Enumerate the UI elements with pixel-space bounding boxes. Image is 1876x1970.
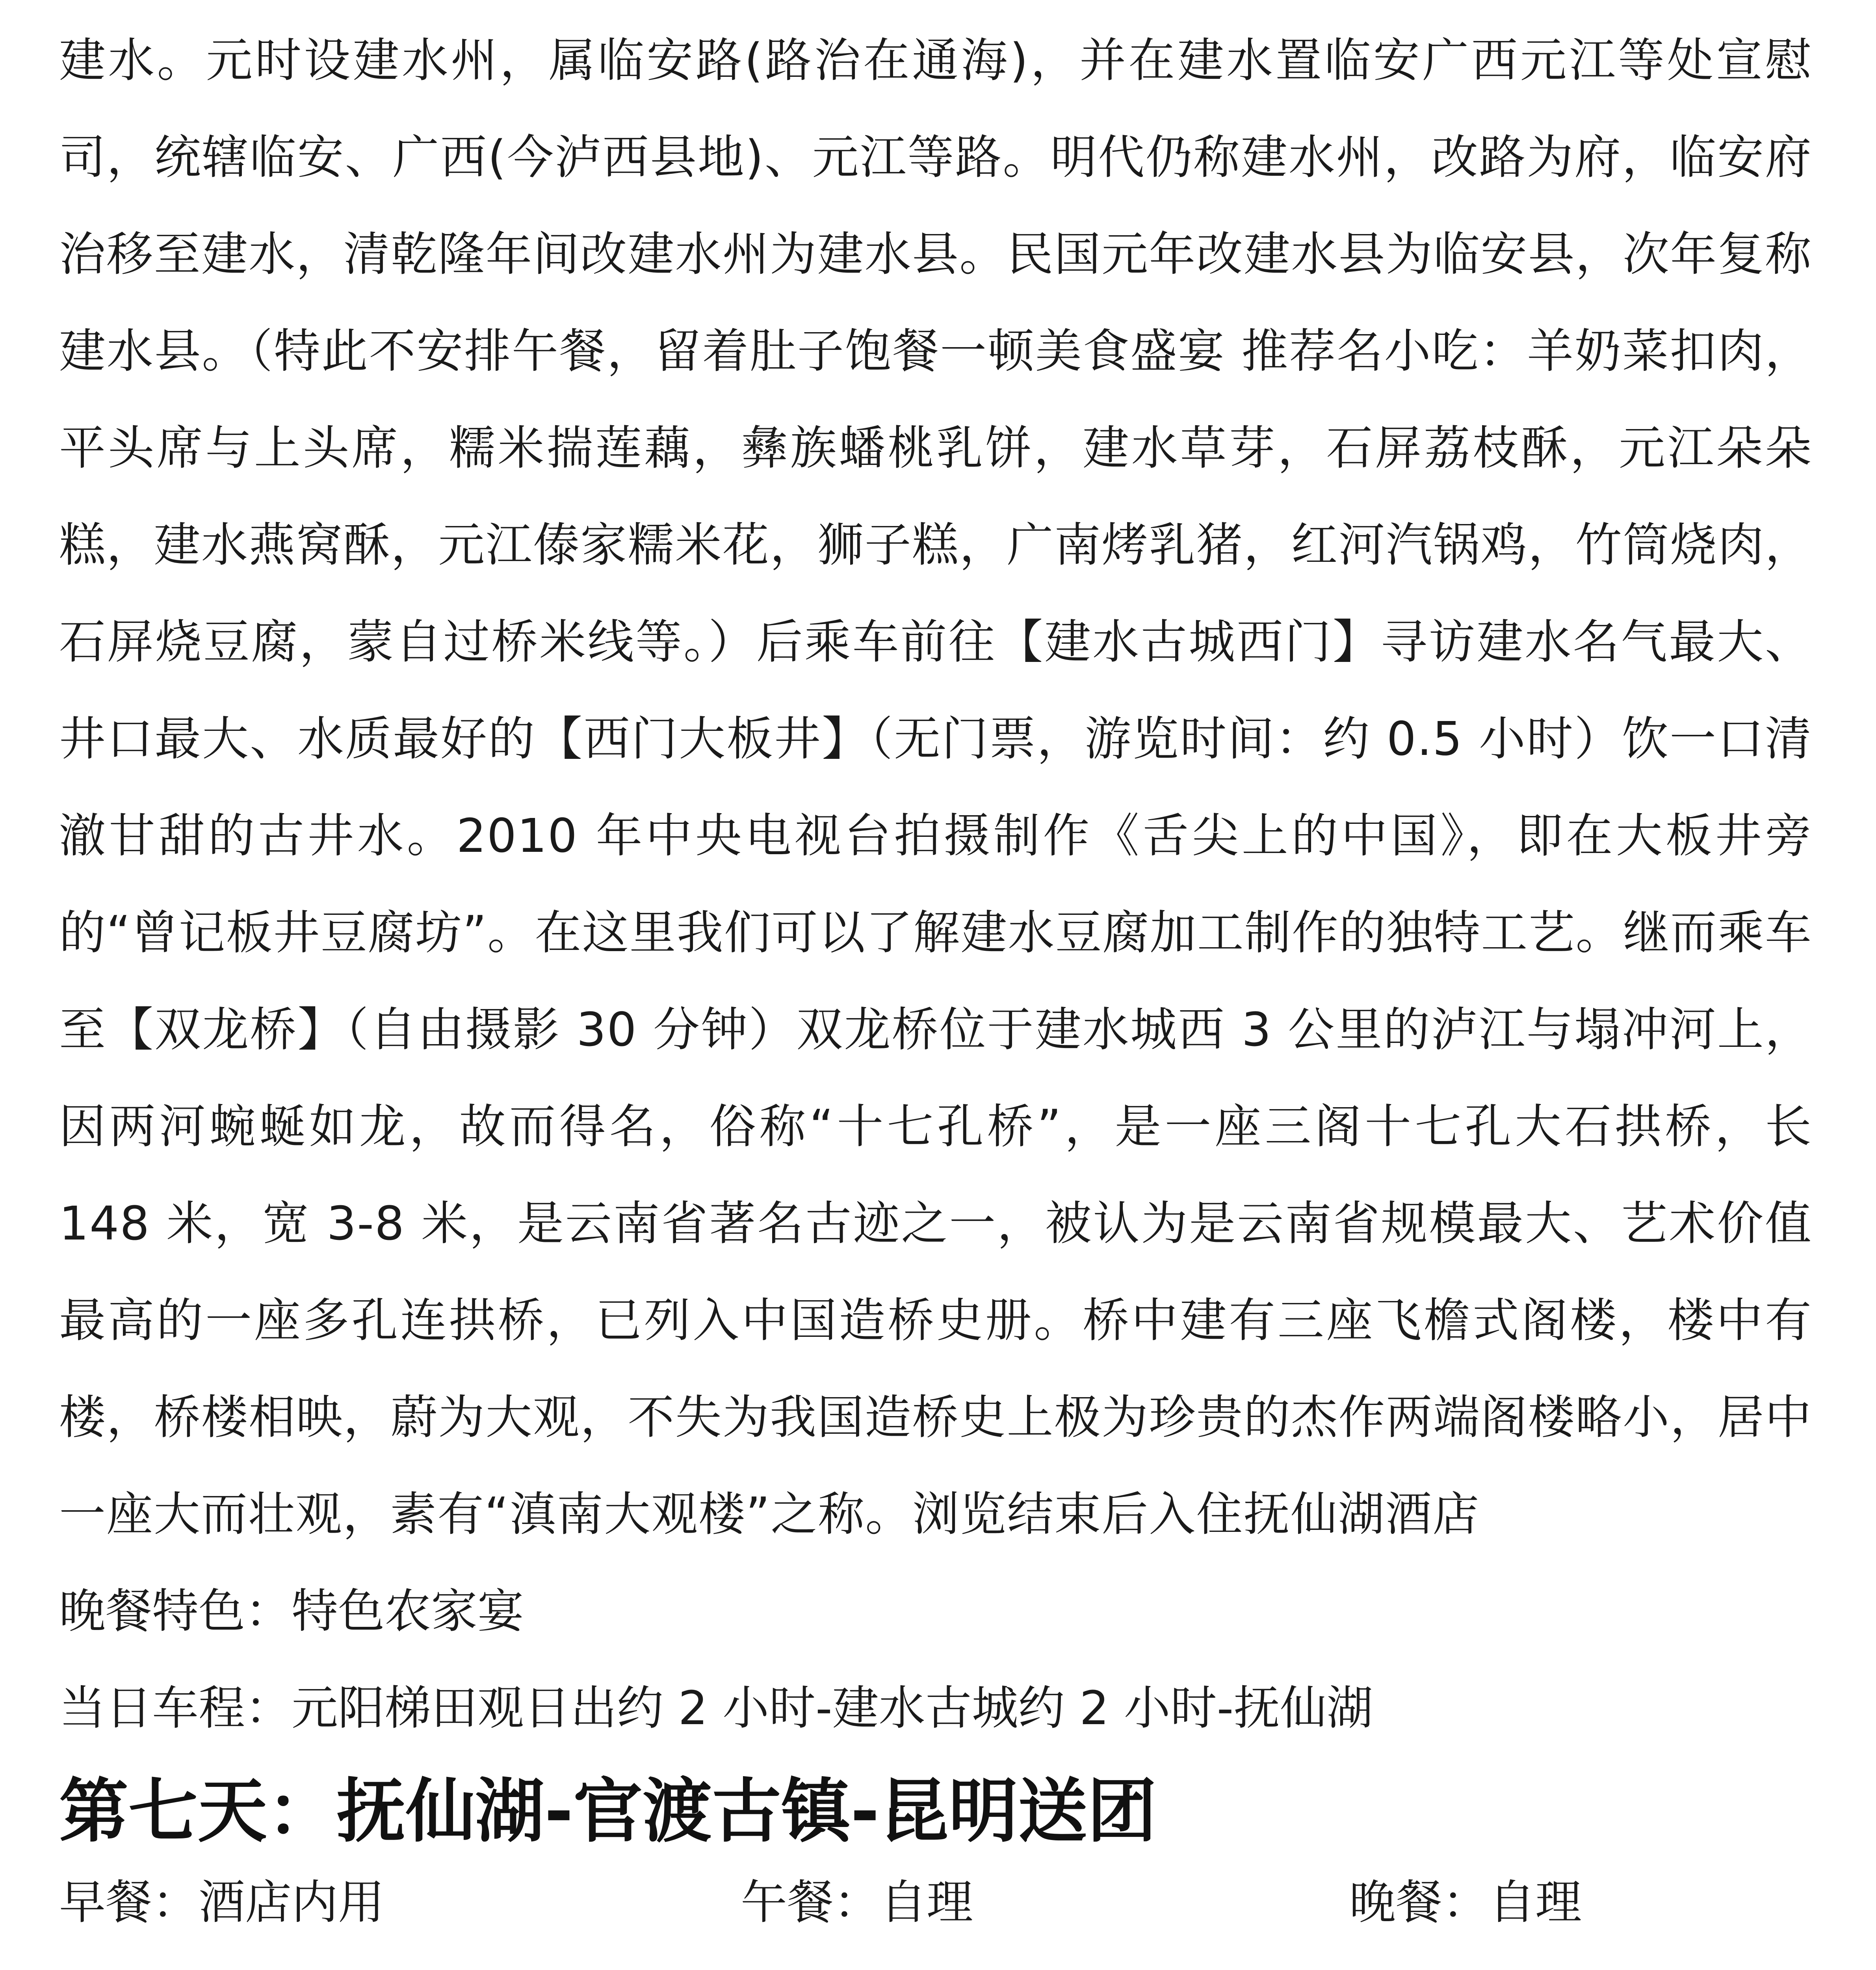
day-drive-info: 当日车程：元阳梯田观日出约 2 小时-建水古城约 2 小时-抚仙湖 [59, 1681, 1373, 1735]
day7-title: 第七天：抚仙湖-官渡古镇-昆明送团 [59, 1771, 1157, 1852]
day7-meals [59, 1863, 1812, 1942]
day7-lunch: 午餐：自理 [741, 1875, 973, 1929]
day7-dinner: 晚餐：自理 [1349, 1875, 1582, 1929]
dinner-feature: 晚餐特色：特色农家宴 [59, 1584, 524, 1638]
intro-paragraph: 建水。元时设建水州，属临安路(路治在通海)，并在建水置临安广西元江等处宣慰司，统辖临安、广西(今泸西县地)、元江等路。明代仍称建水州，改路为府，临安府治移至建水，清乾隆年间改建水州为建水县。民国元年改建水县为临安县，次年复称建水县。（特此不安排午餐，留着肚子饱餐一顿美食盛宴 推荐名小吃：羊奶菜扣肉，平头席与上头席，糯米揣莲藕，彝族蟠桃乳饼，建水草芽，石屏荔枝酥，元江朵朵糕，建水燕窝酥，元江傣家糯米花，狮子糕，广南烤乳猪，红河汽锅鸡，竹筒烧肉，石屏烧豆腐，蒙自过桥米线等。）后乘车前往【建水古城西门】寻访建水名气最大、井口最大、水质最好的【西门大板井】（无门票，游览时间：约 0.5 小时）饮一口清澈甘甜的古井水。2010 年中央电视台拍摄制作《舌尖上的中国》，即在大板井旁的“曾记板井豆腐坊”。在这里我们可以了解建水豆腐加工制作的独特工艺。继而乘车至【双龙桥】（自由摄影 30 分钟）双龙桥位于建水城西 3 公里的泸江与塌冲河上，因两河蜿蜒如龙，故而得名，俗称“十七孔桥”，是一座三阁十七孔大石拱桥，长 148 米，宽 3-8 米，是云南省著名古迹之一，被认为是云南省规模最大、艺术价值最高的一座多孔连拱桥，已列入中国造桥史册。桥中建有三座飞檐式阁楼，楼中有楼，桥楼相映，蔚为大观，不失为我国造桥史上极为珍贵的杰作两端阁楼略小，居中一座大而壮观，素有“滇南大观楼”之称。浏览结束后入住抚仙湖酒店 [59, 33, 1812, 1541]
document-page [59, 0, 1812, 1970]
day7-breakfast: 早餐：酒店内用 [59, 1875, 385, 1929]
